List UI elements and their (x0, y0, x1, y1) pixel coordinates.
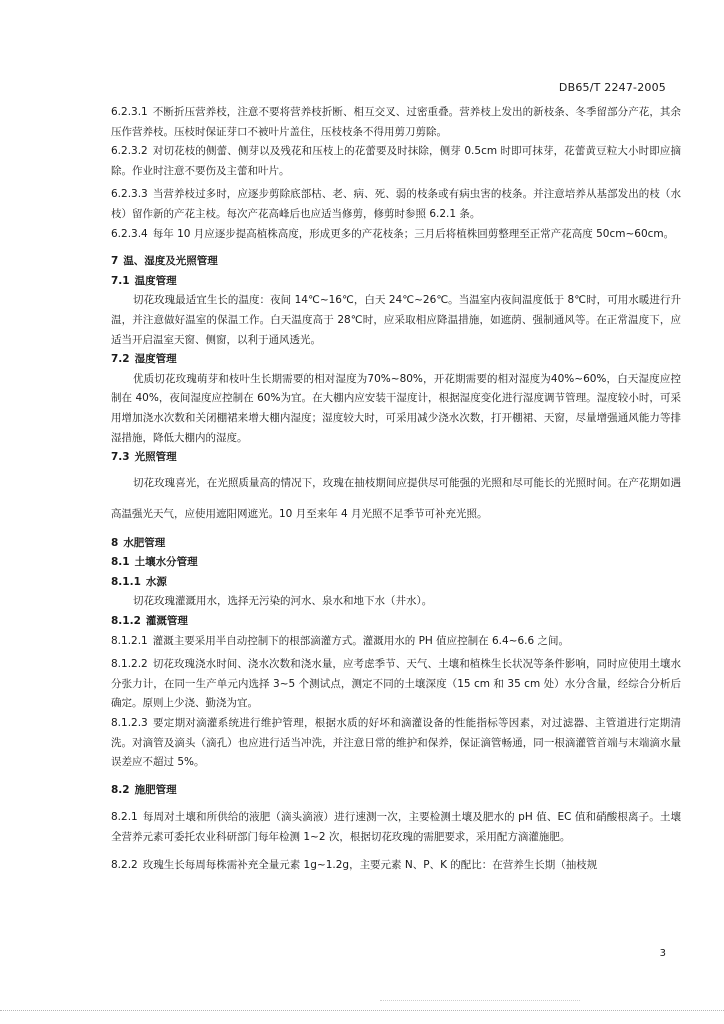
scan-artifact-dots (0, 1010, 724, 1013)
clause-text: 不断折压营养枝，注意不要将营养枝折断、相互交叉、过密重叠。营养枝上发出的新枝条、冬季留部分产花，其余压作营养枝。压枝时保证芽口不被叶片盖住，压枝枝条不得用剪刀剪除。 (111, 106, 681, 138)
chapter-8-heading (111, 534, 681, 554)
clause-text: 每年 10 月应逐步提高植株高度，形成更多的产花枝条；三月后将植株回剪整理至正常产花高度 50cm~60cm。 (152, 227, 675, 240)
clause-text: 切花玫瑰浇水时间、浇水次数和浇水量，应考虑季节、天气、土壤和植株生长状况等条件影响，同时应使用土壤水分张力计，在同一生产单元内选择 3~5 个测试点，测定不同的土壤深度（15 cm 和 35 cm 处）水分含量，经综合分析后确定。原则上少浇、勤浇为宜。 (111, 658, 681, 710)
section-title: 光照管理 (134, 451, 177, 464)
clause-text: 对切花枝的侧蕾、侧芽以及残花和压枝上的花蕾要及时抹除，侧芽 0.5cm 时即可抹芽，花蕾黄豆粒大小时即应摘除。作业时注意不要伤及主蕾和叶片。 (111, 145, 681, 177)
section-number: 8.1.1 (111, 575, 141, 588)
clause-number: 6.2.3.3 (111, 188, 148, 201)
scan-artifact-line (380, 1000, 580, 1002)
clause-6-2-3-4 (111, 225, 681, 245)
section-number: 7.1 (111, 274, 130, 287)
section-title: 土壤水分管理 (134, 556, 198, 569)
clause-number: 8.1.2.2 (111, 658, 148, 671)
section-number: 7.2 (111, 353, 130, 366)
chapter-title: 水肥管理 (123, 536, 166, 549)
section-title: 湿度管理 (134, 353, 177, 366)
section-7-3-text: 切花玫瑰喜光，在光照质量高的情况下，玫瑰在抽枝期间应提供尽可能强的光照和尽可能长的光照时间。在产花期如遇高温强光天气，应使用遮阳网遮光。10 月至来年 4 月光照不足季节可补充光照。 (111, 476, 681, 520)
clause-number: 6.2.3.2 (111, 145, 148, 158)
section-8-1-2-heading (111, 612, 681, 632)
clause-text: 玫瑰生长每周每株需补充全量元素 1g~1.2g，主要元素 N、P、K 的配比：在营养生长期（抽枝规 (142, 858, 598, 871)
clause-8-1-2-3 (111, 714, 681, 773)
clause-text: 当营养枝过多时，应逐步剪除底部枯、老、病、死、弱的枝条或有病虫害的枝条。并注意培养从基部发出的枝（水枝）留作新的产花主枝。每次产花高峰后也应适当修剪，修剪时参照 6.2.1 条。 (111, 188, 681, 220)
section-title: 施肥管理 (134, 783, 177, 796)
section-8-1-1-text: 切花玫瑰灌溉用水，选择无污染的河水、泉水和地下水（井水）。 (133, 595, 433, 608)
section-number: 7.3 (111, 451, 130, 464)
section-title: 温度管理 (134, 274, 177, 287)
section-number: 8.1.2 (111, 615, 141, 628)
chapter-title: 温、湿度及光照管理 (123, 255, 218, 268)
clause-number: 8.1.2.3 (111, 717, 148, 730)
clause-8-2-1 (111, 808, 681, 847)
clause-8-2-2 (111, 856, 681, 876)
document-code: DB65/T 2247-2005 (558, 81, 666, 94)
clause-6-2-3-1 (111, 103, 681, 142)
clause-6-2-3-3 (111, 185, 681, 224)
section-8-2-heading (111, 781, 681, 801)
clause-number: 8.1.2.1 (111, 634, 148, 647)
section-7-2-heading (111, 350, 681, 370)
section-7-2-text: 优质切花玫瑰萌芽和枝叶生长期需要的相对湿度为70%~80%，开花期需要的相对湿度为40%~60%，白天湿度应控制在 40%，夜间湿度应控制在 60%为宜。在大棚内应安装干湿度计，根据湿度变化进行湿度调节管理。湿度较小时，可采用增加浇水次数和关闭棚裙来增大棚内湿度；湿度较大时，可采用减少浇水次数，打开棚裙、天窗，尽量增强通风能力等排湿措施，降低大棚内的湿度。 (111, 372, 681, 444)
document-body (111, 103, 681, 875)
clause-8-1-2-1 (111, 632, 681, 652)
section-title: 水源 (145, 575, 167, 588)
chapter-number: 8 (111, 536, 119, 549)
section-7-1-text: 切花玫瑰最适宜生长的温度：夜间 14℃~16℃，白天 24℃~26℃。当温室内夜间温度低于 8℃时，可用水暖进行升温，并注意做好温室的保温工作。白天温度高于 28℃时，应采取相应降温措施，如遮荫、强制通风等。在正常温度下，应适当开启温室天窗、侧窗，以利于通风透光。 (111, 294, 681, 346)
clause-number: 6.2.3.1 (111, 106, 148, 118)
clause-number: 6.2.3.4 (111, 227, 148, 240)
chapter-number: 7 (111, 255, 119, 268)
clause-6-2-3-2 (111, 142, 681, 181)
page-number: 3 (659, 948, 666, 959)
section-7-1-heading (111, 272, 681, 292)
section-8-1-1-heading (111, 573, 681, 593)
section-number: 8.1 (111, 556, 130, 569)
clause-text: 要定期对滴灌系统进行维护管理，根据水质的好坏和滴灌设备的性能指标等因素，对过滤器、主管道进行定期清洗。对滴管及滴头（滴孔）也应进行适当冲洗，并注意日常的维护和保养，保证滴管畅通，同一根滴灌管首端与末端滴水量误差应不超过 5%。 (111, 717, 681, 769)
clause-number: 8.2.2 (111, 858, 138, 871)
chapter-7-heading (111, 252, 681, 272)
clause-text: 灌溉主要采用半自动控制下的根部滴灌方式。灌溉用水的 PH 值应控制在 6.4~6.6 之间。 (152, 634, 570, 647)
section-7-3-heading (111, 448, 681, 468)
section-8-1-heading (111, 553, 681, 573)
section-number: 8.2 (111, 783, 130, 796)
section-title: 灌溉管理 (145, 615, 188, 628)
clause-text: 每周对土壤和所供给的液肥（滴头滴液）进行速测一次，主要检测土壤及肥水的 pH 值、EC 值和硝酸根离子。土壤全营养元素可委托农业科研部门每年检测 1~2 次，根据切花玫瑰的需肥要求，采用配方滴灌施肥。 (111, 811, 681, 843)
clause-number: 8.2.1 (111, 811, 138, 824)
clause-8-1-2-2 (111, 655, 681, 714)
